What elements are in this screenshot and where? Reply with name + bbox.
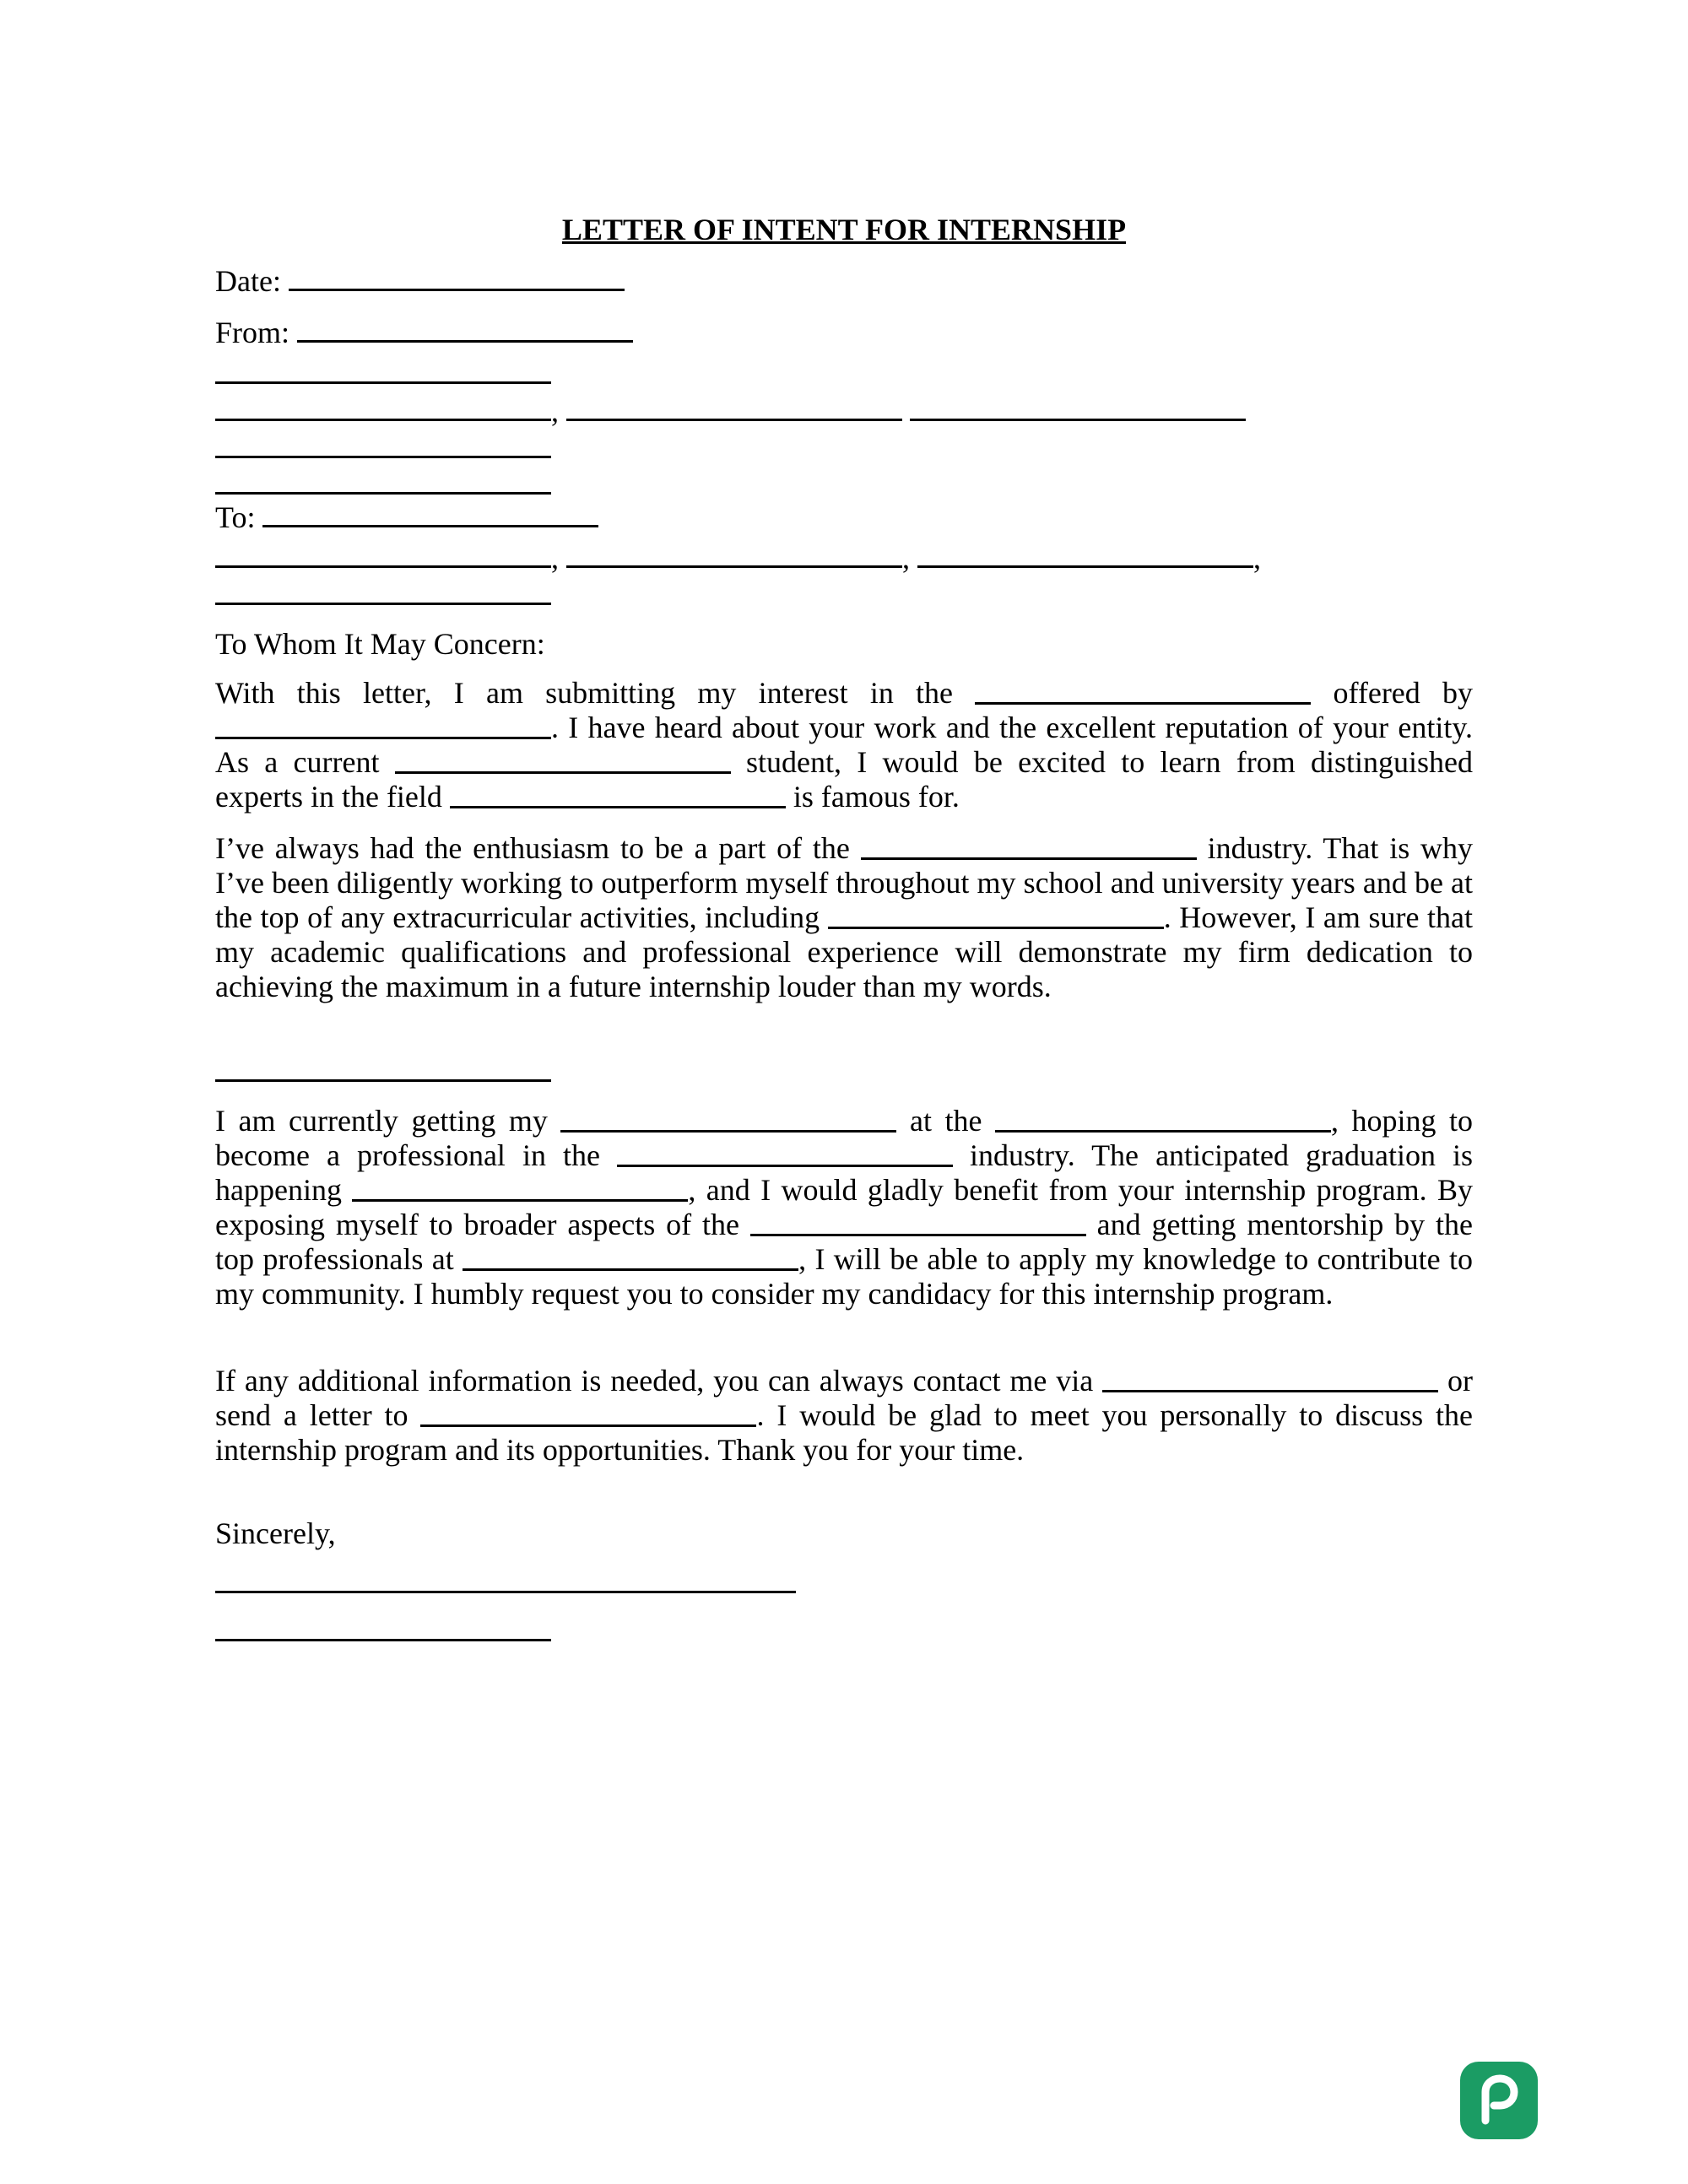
from-state-blank[interactable]: [566, 393, 902, 421]
to-label: To:: [215, 500, 256, 534]
internship-position-blank[interactable]: [975, 678, 1311, 705]
document-title: LETTER OF INTENT FOR INTERNSHIP: [561, 213, 1127, 246]
organization-blank[interactable]: [463, 1245, 798, 1271]
comma: ,: [551, 541, 559, 575]
extra-blank[interactable]: [215, 1054, 551, 1082]
paragraph-2: I’ve always had the enthusiasm to be a part of the industry. That is why I’ve been diligently working to outperform myself throughout my school and university years and be at the top of any extracurricular activities, including . However, I am sure that my academic qualifications and professional experience will demonstrate my firm dedication to achieving the maximum in a future internship louder than my words.: [215, 831, 1474, 1003]
university-blank[interactable]: [995, 1106, 1331, 1133]
to-zip-blank[interactable]: [215, 577, 551, 605]
professional-industry-blank[interactable]: [617, 1141, 953, 1167]
from-name-blank[interactable]: [297, 315, 633, 343]
aspects-blank[interactable]: [750, 1210, 1086, 1236]
from-label: From:: [215, 316, 290, 349]
date-line: [215, 263, 625, 298]
mailing-address-blank[interactable]: [420, 1401, 756, 1427]
comma: ,: [1253, 541, 1261, 575]
salutation: To Whom It May Concern:: [215, 627, 545, 661]
from-address-blank[interactable]: [215, 356, 551, 384]
to-street-blank[interactable]: [215, 540, 551, 568]
printed-name-blank[interactable]: [215, 1614, 551, 1641]
from-city-blank[interactable]: [215, 393, 551, 421]
graduation-date-blank[interactable]: [352, 1176, 688, 1202]
from-zip-blank[interactable]: [910, 393, 1246, 421]
industry-blank[interactable]: [861, 834, 1197, 860]
to-extra-line: [215, 577, 551, 612]
date-label: Date:: [215, 264, 281, 298]
to-state-blank[interactable]: [917, 540, 1253, 568]
from-email-line: [215, 467, 551, 501]
p-logo-glyph: [1460, 2062, 1538, 2139]
printed-name-line: [215, 1614, 551, 1648]
from-phone-line: [215, 430, 551, 465]
to-line: [215, 500, 598, 534]
p-logo-icon: [1460, 2062, 1538, 2139]
company-blank[interactable]: [450, 782, 786, 808]
to-name-blank[interactable]: [262, 500, 598, 527]
from-phone-blank[interactable]: [215, 430, 551, 458]
activities-blank[interactable]: [828, 903, 1164, 929]
paragraph-1: With this letter, I am submitting my interest in the offered by . I have heard about your work and the excellent reputation of your entity. As a current student, I would be excited to learn from distinguished experts in the field is famous for.: [215, 676, 1474, 814]
to-address-line: [215, 540, 1261, 575]
comma: ,: [902, 541, 910, 575]
signature-blank[interactable]: [215, 1565, 796, 1593]
paragraph-4: If any additional information is needed, you can always contact me via or send a letter to . I would be glad to meet you personally to discuss the internship program and its opportunities. Thank you for your time.: [215, 1364, 1474, 1467]
date-blank[interactable]: [289, 263, 625, 291]
comma: ,: [551, 394, 559, 428]
company-name-blank[interactable]: [215, 713, 551, 739]
paragraph-3: I am currently getting my at the , hoping to become a professional in the industry. The anticipated graduation is happening , and I would gladly benefit from your internship program. By exposing myself to broader aspects of the and getting mentorship by the top professionals at , I will be able to apply my knowledge to contribute to my community. I humbly request you to consider my candidacy for this internship program.: [215, 1104, 1474, 1311]
from-email-blank[interactable]: [215, 467, 551, 495]
to-city-blank[interactable]: [566, 540, 902, 568]
extra-blank-line: [215, 1054, 551, 1089]
from-address-line-1: [215, 356, 551, 391]
closing: Sincerely,: [215, 1516, 336, 1550]
from-city-state-zip-line: [215, 393, 1246, 428]
from-line: [215, 315, 633, 349]
contact-method-blank[interactable]: [1102, 1366, 1438, 1392]
signature-line: [215, 1565, 796, 1600]
degree-blank[interactable]: [560, 1106, 896, 1133]
field-of-study-blank[interactable]: [395, 748, 731, 774]
